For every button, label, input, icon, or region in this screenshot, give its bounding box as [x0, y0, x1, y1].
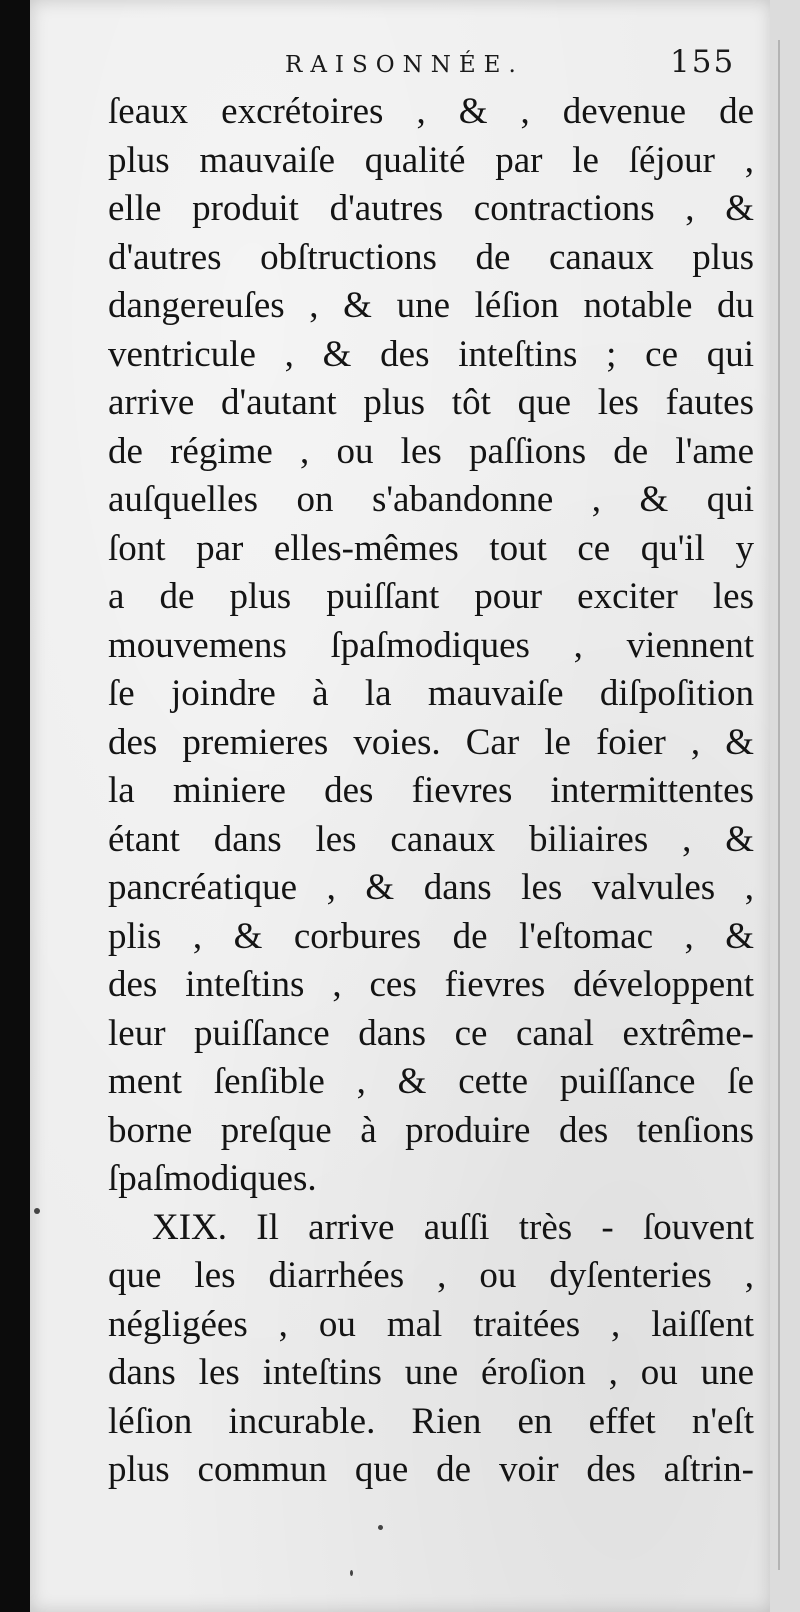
text-line: des premieres voies. Car le foier , &: [108, 721, 754, 763]
text-line: pancréatique , & dans les valvules ,: [108, 867, 754, 908]
page-edge: [770, 0, 800, 1612]
text-line: des inteſtins , ces fievres développent: [108, 964, 754, 1005]
book-page: [30, 0, 772, 1612]
text-line: auſquelles on s'abandonne , & qui: [108, 479, 754, 520]
text-line: négligées , ou mal traitées , laiſſent: [108, 1303, 754, 1345]
text-line: XIX. Il arrive auſſi très - ſouvent: [152, 1206, 754, 1248]
text-line: ſe joindre à la mauvaiſe diſpoſition: [108, 673, 754, 714]
text-line: a de plus puiſſant pour exciter les: [108, 576, 754, 617]
text-line: plus commun que de voir des aſtrin-: [108, 1449, 754, 1490]
body-text: [108, 88, 754, 1495]
paper-speck: [350, 1570, 353, 1576]
text-line: ſeaux excrétoires , & , devenue de: [108, 91, 754, 132]
text-line: plus mauvaiſe qualité par le ſéjour ,: [108, 139, 754, 181]
paper-speck: [378, 1525, 383, 1530]
text-line: dangereuſes , & une léſion notable du: [108, 285, 754, 326]
text-line: dans les inteſtins une éroſion , ou une: [108, 1352, 754, 1393]
text-line: ventricule , & des inteſtins ; ce qui: [108, 333, 754, 375]
text-line: étant dans les canaux biliaires , &: [108, 818, 754, 860]
text-line: plis , & corbures de l'eſtomac , &: [108, 915, 754, 957]
page-number: 155: [670, 44, 736, 80]
text-line: borne preſque à produire des tenſions: [108, 1109, 754, 1151]
text-line: d'autres obſtructions de canaux plus: [108, 236, 754, 278]
text-line: arrive d'autant plus tôt que les fautes: [108, 382, 754, 423]
text-line: la miniere des fievres intermittentes: [108, 770, 754, 811]
text-line: ment ſenſible , & cette puiſſance ſe: [108, 1061, 754, 1102]
running-title: RAISONNÉE.: [285, 52, 524, 78]
text-line: leur puiſſance dans ce canal extrême-: [108, 1012, 754, 1054]
text-line: ſont par elles-mêmes tout ce qu'il y: [108, 527, 754, 569]
paper-speck: [34, 1208, 40, 1214]
text-line: de régime , ou les paſſions de l'ame: [108, 430, 754, 472]
text-line: que les diarrhées , ou dyſenteries ,: [108, 1255, 754, 1296]
text-line: mouvemens ſpaſmodiques , viennent: [108, 624, 754, 666]
text-line: ſpaſmodiques.: [108, 1158, 317, 1199]
text-line: elle produit d'autres contractions , &: [108, 188, 754, 229]
text-line: léſion incurable. Rien en effet n'eſt: [108, 1400, 754, 1442]
